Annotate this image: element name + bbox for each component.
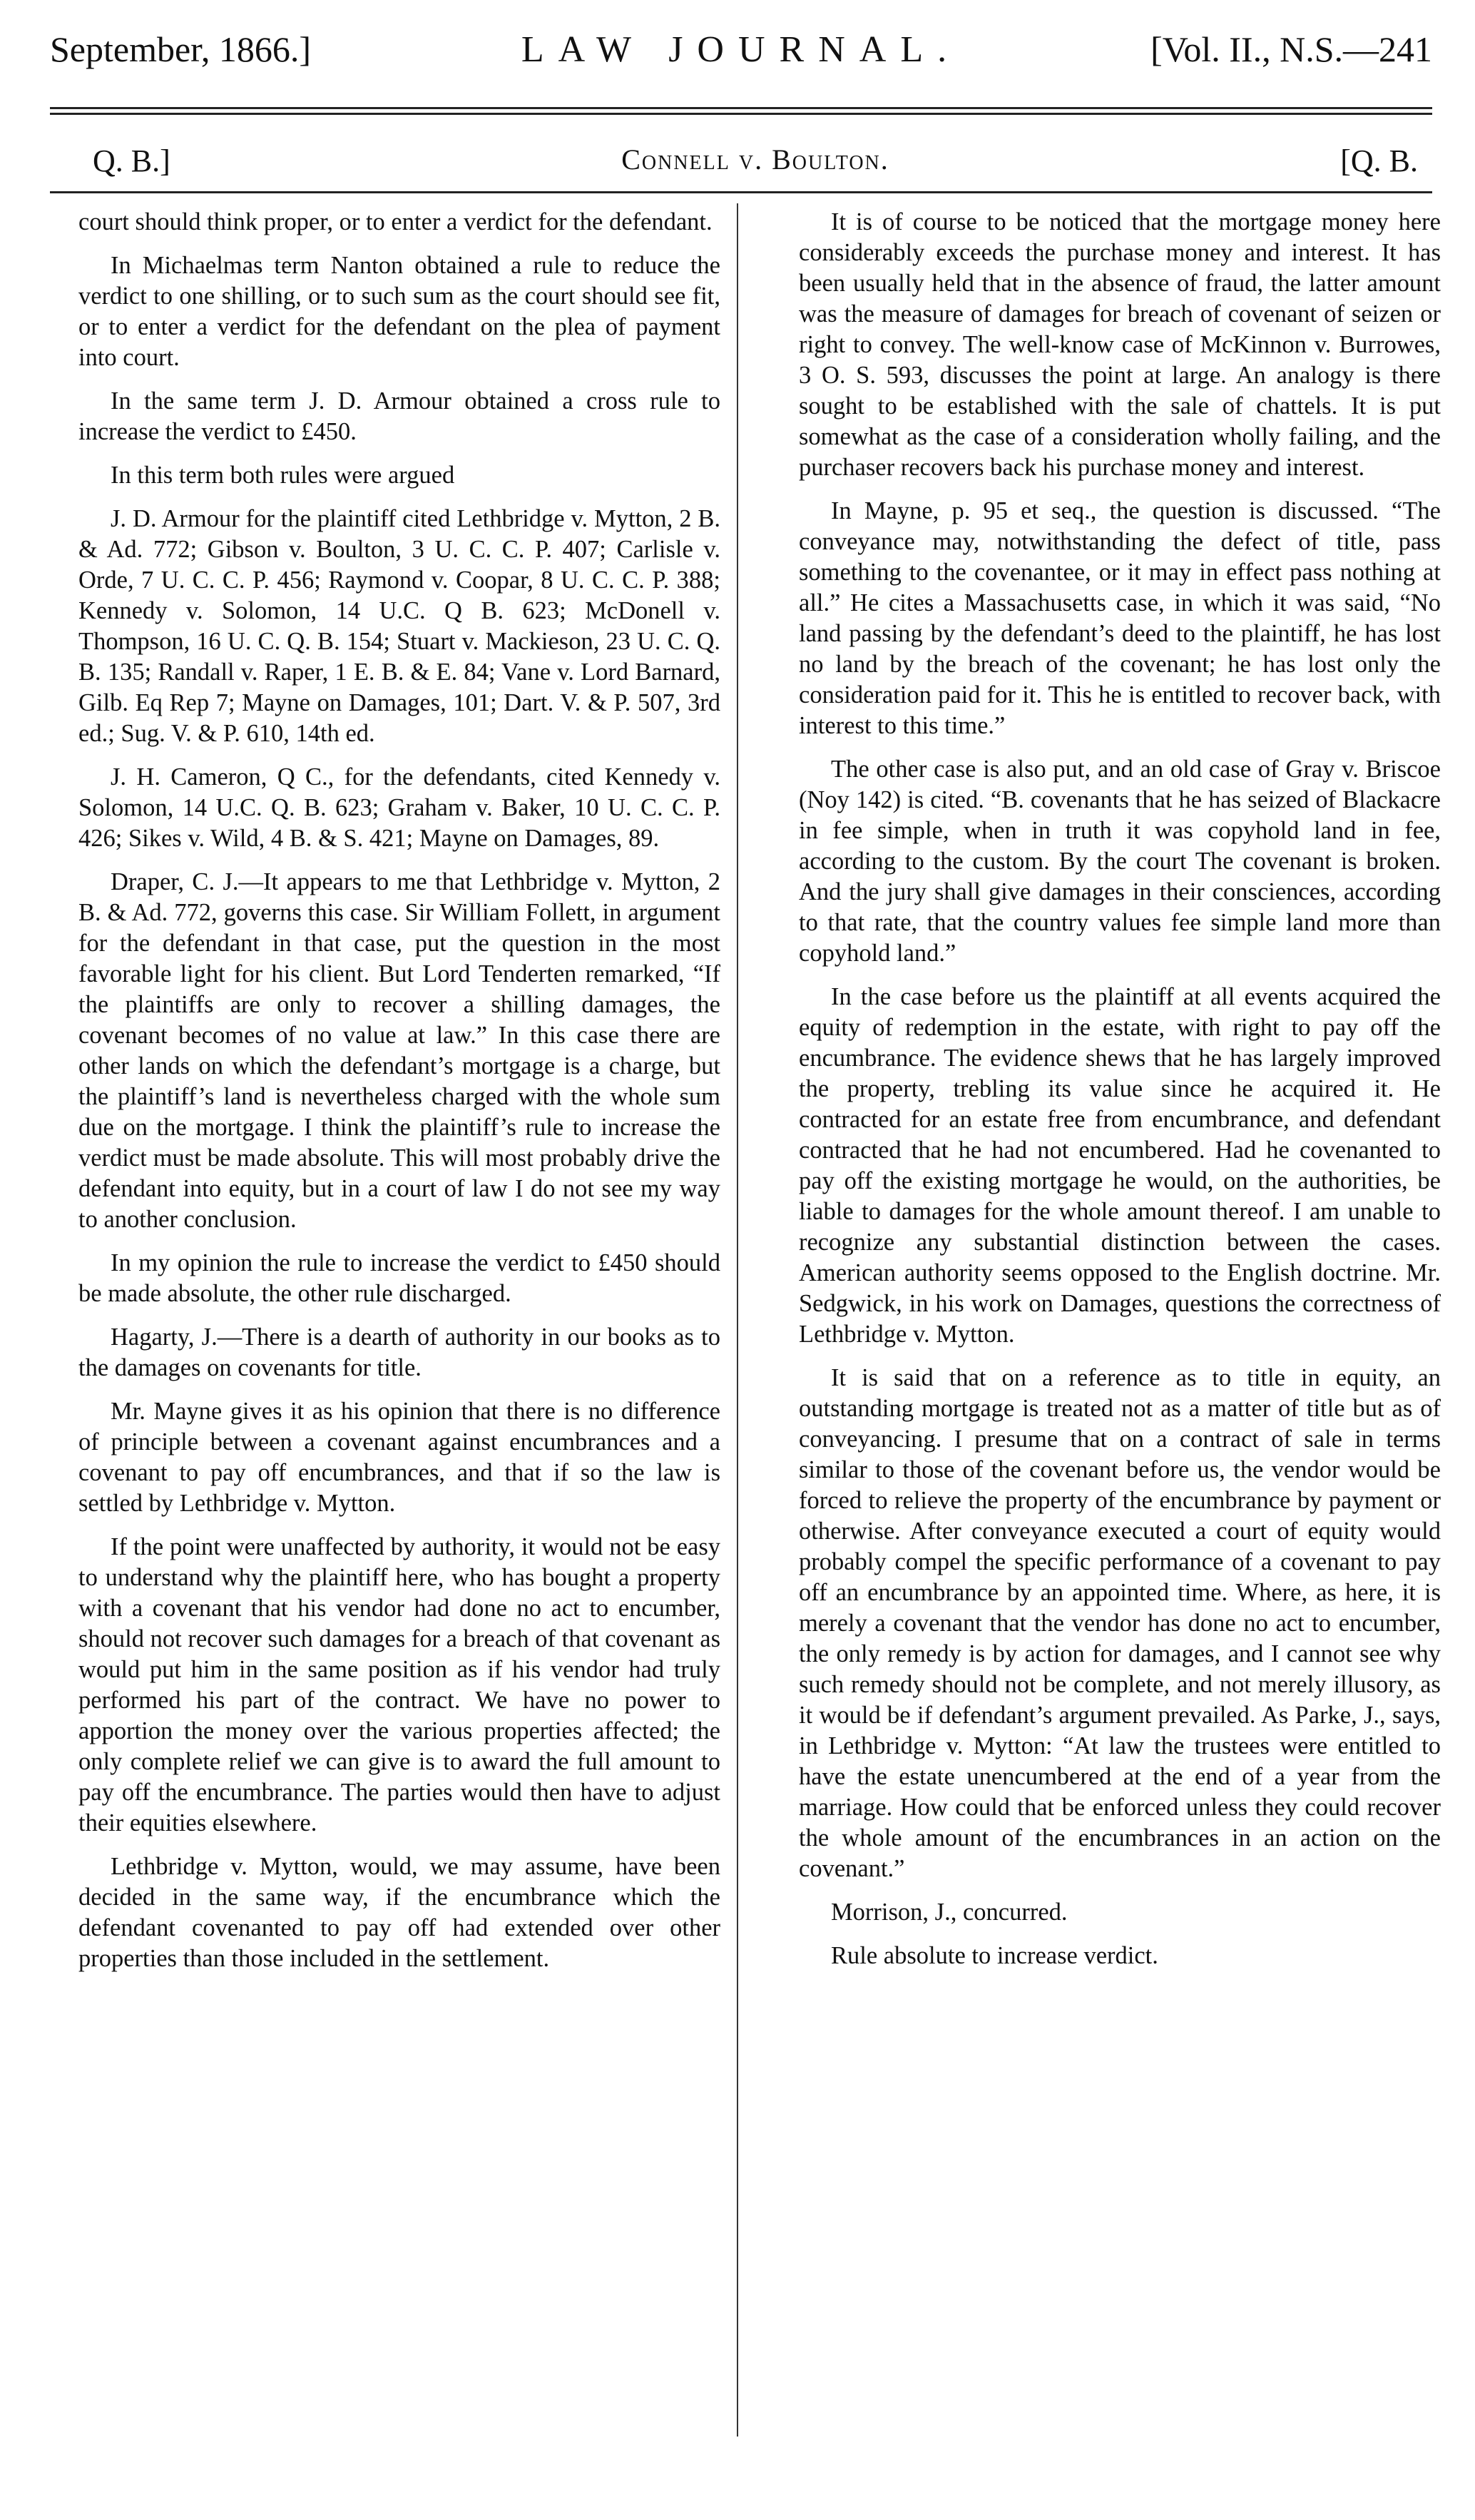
paragraph: In Mayne, p. 95 et seq., the question is discussed. “The conveyance may, notwithstanding the defect of title, pass something to the covenantee, or it may in effect pass nothing at all.” He cites a Massachusetts case, in which it was said, “No land passing by the defendant’s deed to the plaintiff, he has lost no land by the breach of the covenant; he has lost only the consideration paid for it. This he is entitled to recover back, with interest to this time.” <box>799 497 1441 739</box>
page-header <box>50 29 1432 100</box>
paragraph: In this term both rules were argued <box>111 462 455 489</box>
subheader-rule <box>50 191 1432 193</box>
header-volume: [Vol. II., N.S.—241 <box>1150 29 1432 69</box>
journal-title: LAW JOURNAL. <box>521 29 961 70</box>
paragraph: In the same term J. D. Armour obtained a cross rule to increase the verdict to £450. <box>78 387 720 445</box>
court-right: [Q. B. <box>1340 143 1418 178</box>
paragraph: Mr. Mayne gives it as his opinion that there is no difference of principle between a covenant against encumbrances and a covenant to pay off encumbrances, and that if so the law is settled by Lethbridge v. Mytton. <box>78 1398 720 1517</box>
paragraph: Rule absolute to increase verdict. <box>831 1942 1158 1969</box>
paragraph: In the case before us the plaintiff at all events acquired the equity of redemption in the estate, with right to pay off the encumbrance. The evidence shews that he has largely improved the property, trebling its value since he acquired it. He contracted for an estate free from encumbrance, and defendant contracted that he had not encumbered. Had he covenanted to pay off the existing mortgage he would, on the authorities, be liable to damages for the whole amount thereof. I am unable to recognize any substantial distinction between the cases. American authority seems opposed to the English doctrine. Mr. Sedgwick, in his work on Damages, questions the correctness of Lethbridge v. Mytton. <box>799 983 1441 1348</box>
paragraph: In my opinion the rule to increase the verdict to £450 should be made absolute, the other rule discharged. <box>78 1249 720 1307</box>
paragraph: Hagarty, J.—There is a dearth of authority in our books as to the damages on covenants for title. <box>78 1323 720 1381</box>
court-left: Q. B.] <box>93 143 170 178</box>
header-rule-top <box>50 107 1432 109</box>
case-title: Connell v. Boulton. <box>621 143 889 176</box>
paragraph: It is of course to be noticed that the mortgage money here considerably exceeds the purchase money and interest. It has been usually held that in the absence of fraud, the latter amount was the measure of damages for breach of covenant of seizen or right to convey. The well-know case of McKinnon v. Burrowes, 3 O. S. 593, discusses the point at large. An analogy is there sought to be established with the sale of chattels. It is put somewhat as the case of a consideration wholly failing, and the purchaser recovers back his purchase money and interest. <box>799 208 1441 481</box>
paragraph: In Michaelmas term Nanton obtained a rule to reduce the verdict to one shilling, or to such sum as the court should see fit, or to enter a verdict for the defendant on the plea of payment into court. <box>78 252 720 371</box>
paragraph: If the point were unaffected by authority, it would not be easy to understand why the plaintiff here, who has bought a property with a covenant that his vendor had done no act to encumber, should not recover such damages for a breach of that covenant as would put him in the same position as if his vendor had truly performed his part of the contract. We have no power to apportion the money over the various properties affected; the only complete relief we can give is to award the full amount to pay off the encumbrance. The parties would then have to adjust their equities elsewhere. <box>78 1533 720 1836</box>
paragraph: Morrison, J., concurred. <box>831 1899 1068 1926</box>
header-date: September, 1866.] <box>50 29 311 69</box>
header-rule-bottom <box>50 113 1432 115</box>
right-column <box>799 207 1441 1984</box>
case-header <box>93 143 1418 186</box>
paragraph: It is said that on a reference as to title in equity, an outstanding mortgage is treated not as a matter of title but as of conveyancing. I presume that on a contract of sale in terms similar to those of the covenant before us, the vendor would be forced to relieve the property of the encumbrance by payment or otherwise. After conveyance executed a court of equity would probably compel the specific performance of a covenant to pay off an encumbrance by an appointed time. Where, as here, it is merely a covenant that the vendor has done no act to encumber, the only remedy is by action for damages, and I cannot see why such remedy should not be complete, and not merely illusory, as it would be if defendant’s argument prevailed. As Parke, J., says, in Lethbridge v. Mytton: “At law the trustees were entitled to have the estate unencumbered at the end of a year from the marriage. How could that be enforced unless they could recover the whole amount of the encumbrances in an action on the covenant.” <box>799 1364 1441 1882</box>
paragraph: The other case is also put, and an old case of Gray v. Briscoe (Noy 142) is cited. “B. covenants that he has seized of Blackacre in fee simple, when in truth it was copyhold land in fee, according to the custom. By the court The covenant is broken. And the jury shall give damages in their consciences, according to that rate, that the country values fee simple land more than copyhold land.” <box>799 756 1441 967</box>
column-divider <box>737 203 738 2437</box>
paragraph: court should think proper, or to enter a verdict for the defendant. <box>78 208 713 235</box>
paragraph: J. H. Cameron, Q C., for the defendants, cited Kennedy v. Solomon, 14 U.C. Q. B. 623; Graham v. Baker, 10 U. C. C. P. 426; Sikes v. Wild, 4 B. & S. 421; Mayne on Damages, 89. <box>78 763 720 852</box>
paragraph: J. D. Armour for the plaintiff cited Lethbridge v. Mytton, 2 B. & Ad. 772; Gibson v. Boulton, 3 U. C. C. P. 407; Carlisle v. Orde, 7 U. C. C. P. 456; Raymond v. Coopar, 8 U. C. C. P. 388; Kennedy v. Solomon, 14 U.C. Q B. 623; McDonell v. Thompson, 16 U. C. Q. B. 154; Stuart v. Mackieson, 23 U. C. Q. B. 135; Randall v. Raper, 1 E. B. & E. 84; Vane v. Lord Barnard, Gilb. Eq Rep 7; Mayne on Damages, 101; Dart. V. & P. 507, 3rd ed.; Sug. V. & P. 610, 14th ed. <box>78 505 720 747</box>
paragraph: Draper, C. J.—It appears to me that Lethbridge v. Mytton, 2 B. & Ad. 772, governs this case. Sir William Follett, in argument for the defendant in that case, put the question in the most favorable light for his client. But Lord Tenderten remarked, “If the plaintiffs are only to recover a shilling damages, the covenant becomes of no value at law.” In this case there are other lands on which the defendant’s mortgage is a charge, but the plaintiff’s land is nevertheless charged with the whole sum due on the mortgage. I think the plaintiff’s rule to increase the verdict must be made absolute. This will most probably drive the defendant into equity, but in a court of law I do not see my way to another conclusion. <box>78 868 720 1233</box>
paragraph: Lethbridge v. Mytton, would, we may assume, have been decided in the same way, if the encumbrance which the defendant covenanted to pay off had extended over other properties than those included in the settlement. <box>78 1853 720 1972</box>
left-column <box>78 207 720 1987</box>
